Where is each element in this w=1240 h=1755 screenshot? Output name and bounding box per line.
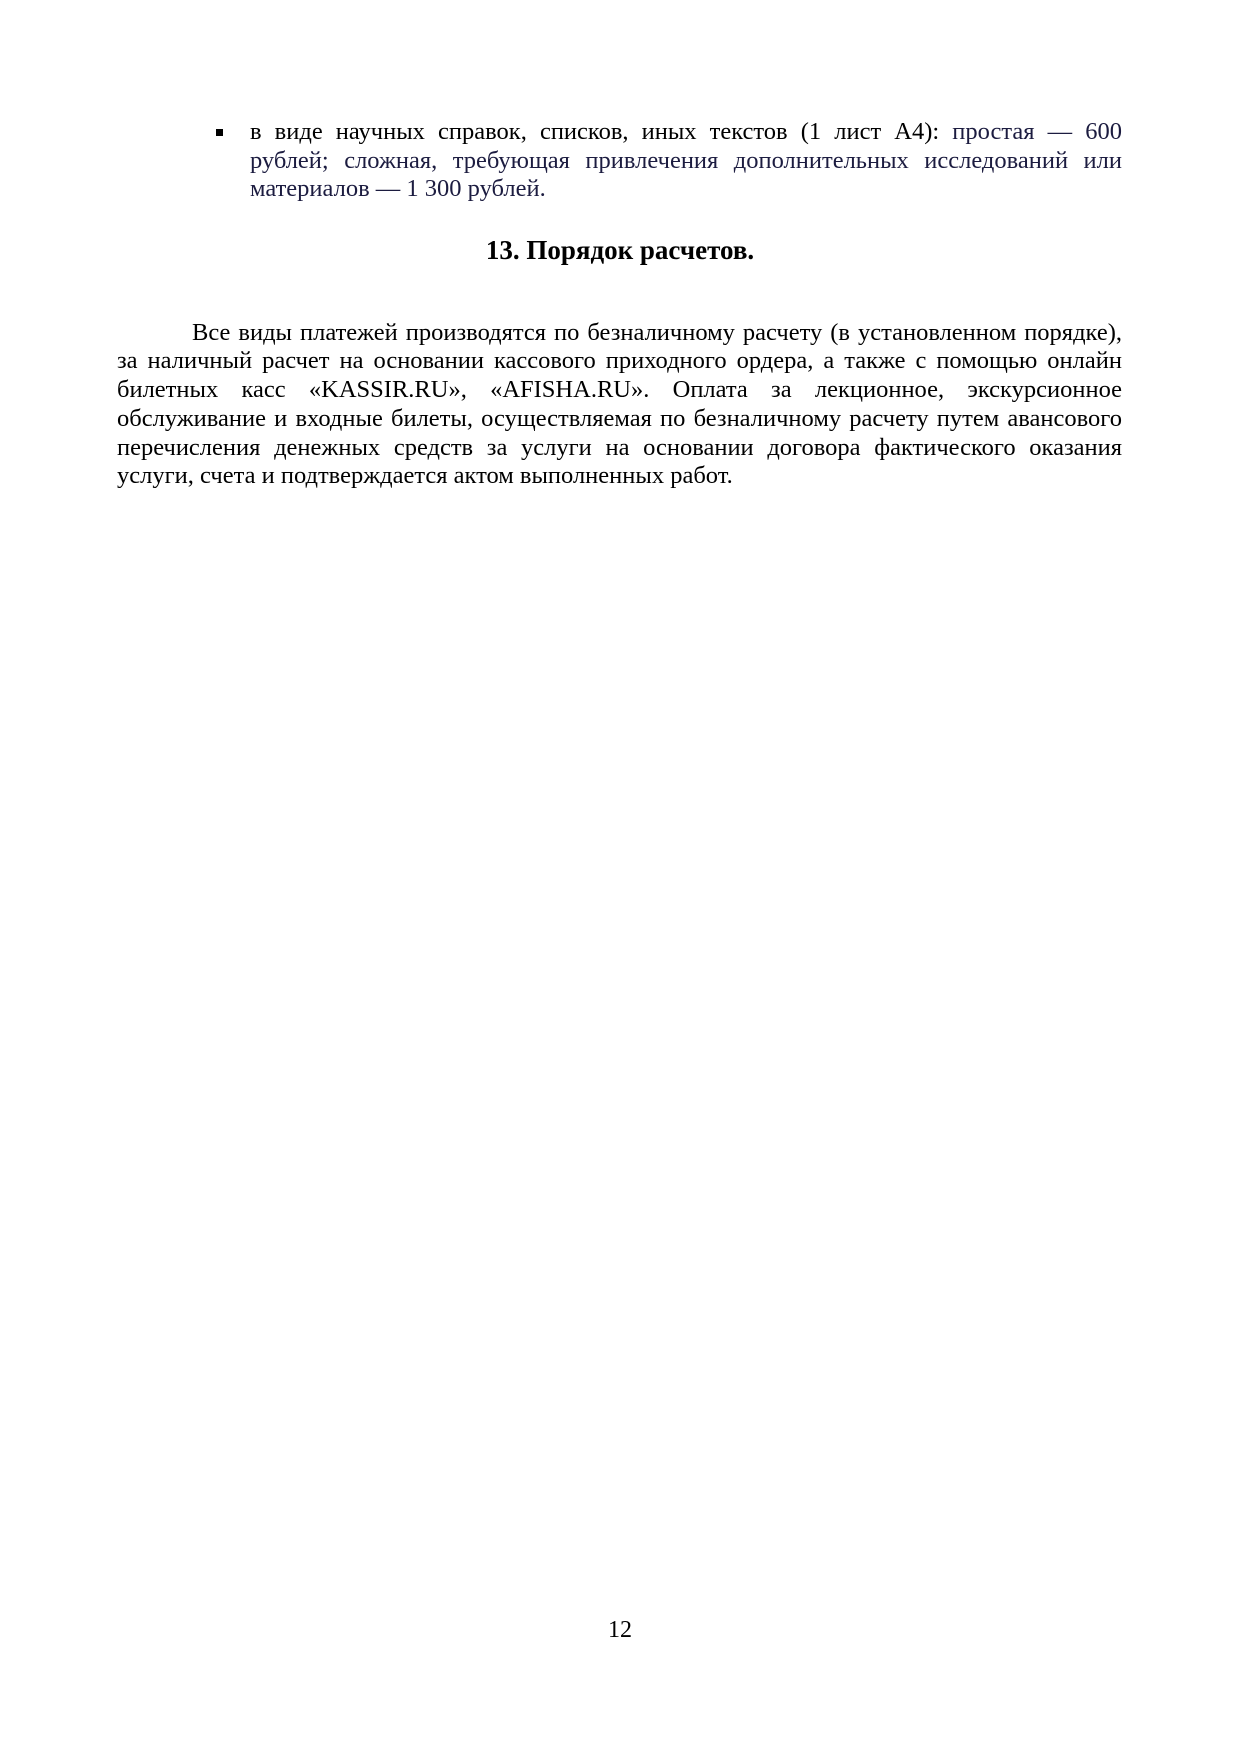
bullet-item-lead: в виде научных справок, списков, иных текстов (1 лист А4): xyxy=(250,118,940,145)
section-paragraph: Все виды платежей производятся по безналичному расчету (в установленном порядке), за наличный расчет на основании кассового приходного ордера, а также с помощью онлайн билетных касс «KASSIR.RU», «AFISHA.RU». Оплата за лекционное, экскурсионное обслуживание и входные билеты, осуществляемая по безналичному расчету путем авансового перечисления денежных средств за услуги на основании договора фактического оказания услуги, счета и подтверждается актом выполненных работ. xyxy=(117,318,1122,490)
page-number: 12 xyxy=(608,1617,632,1643)
square-bullet-icon xyxy=(216,129,223,136)
bullet-item-text xyxy=(250,118,1122,204)
bullet-item-prices: простая — 600 рублей; сложная, требующая привлечения дополнительных исследований или материалов — 1 300 рублей. xyxy=(250,118,1122,203)
section-heading: 13. Порядок расчетов. xyxy=(485,235,755,265)
price-list-item xyxy=(212,118,1122,204)
